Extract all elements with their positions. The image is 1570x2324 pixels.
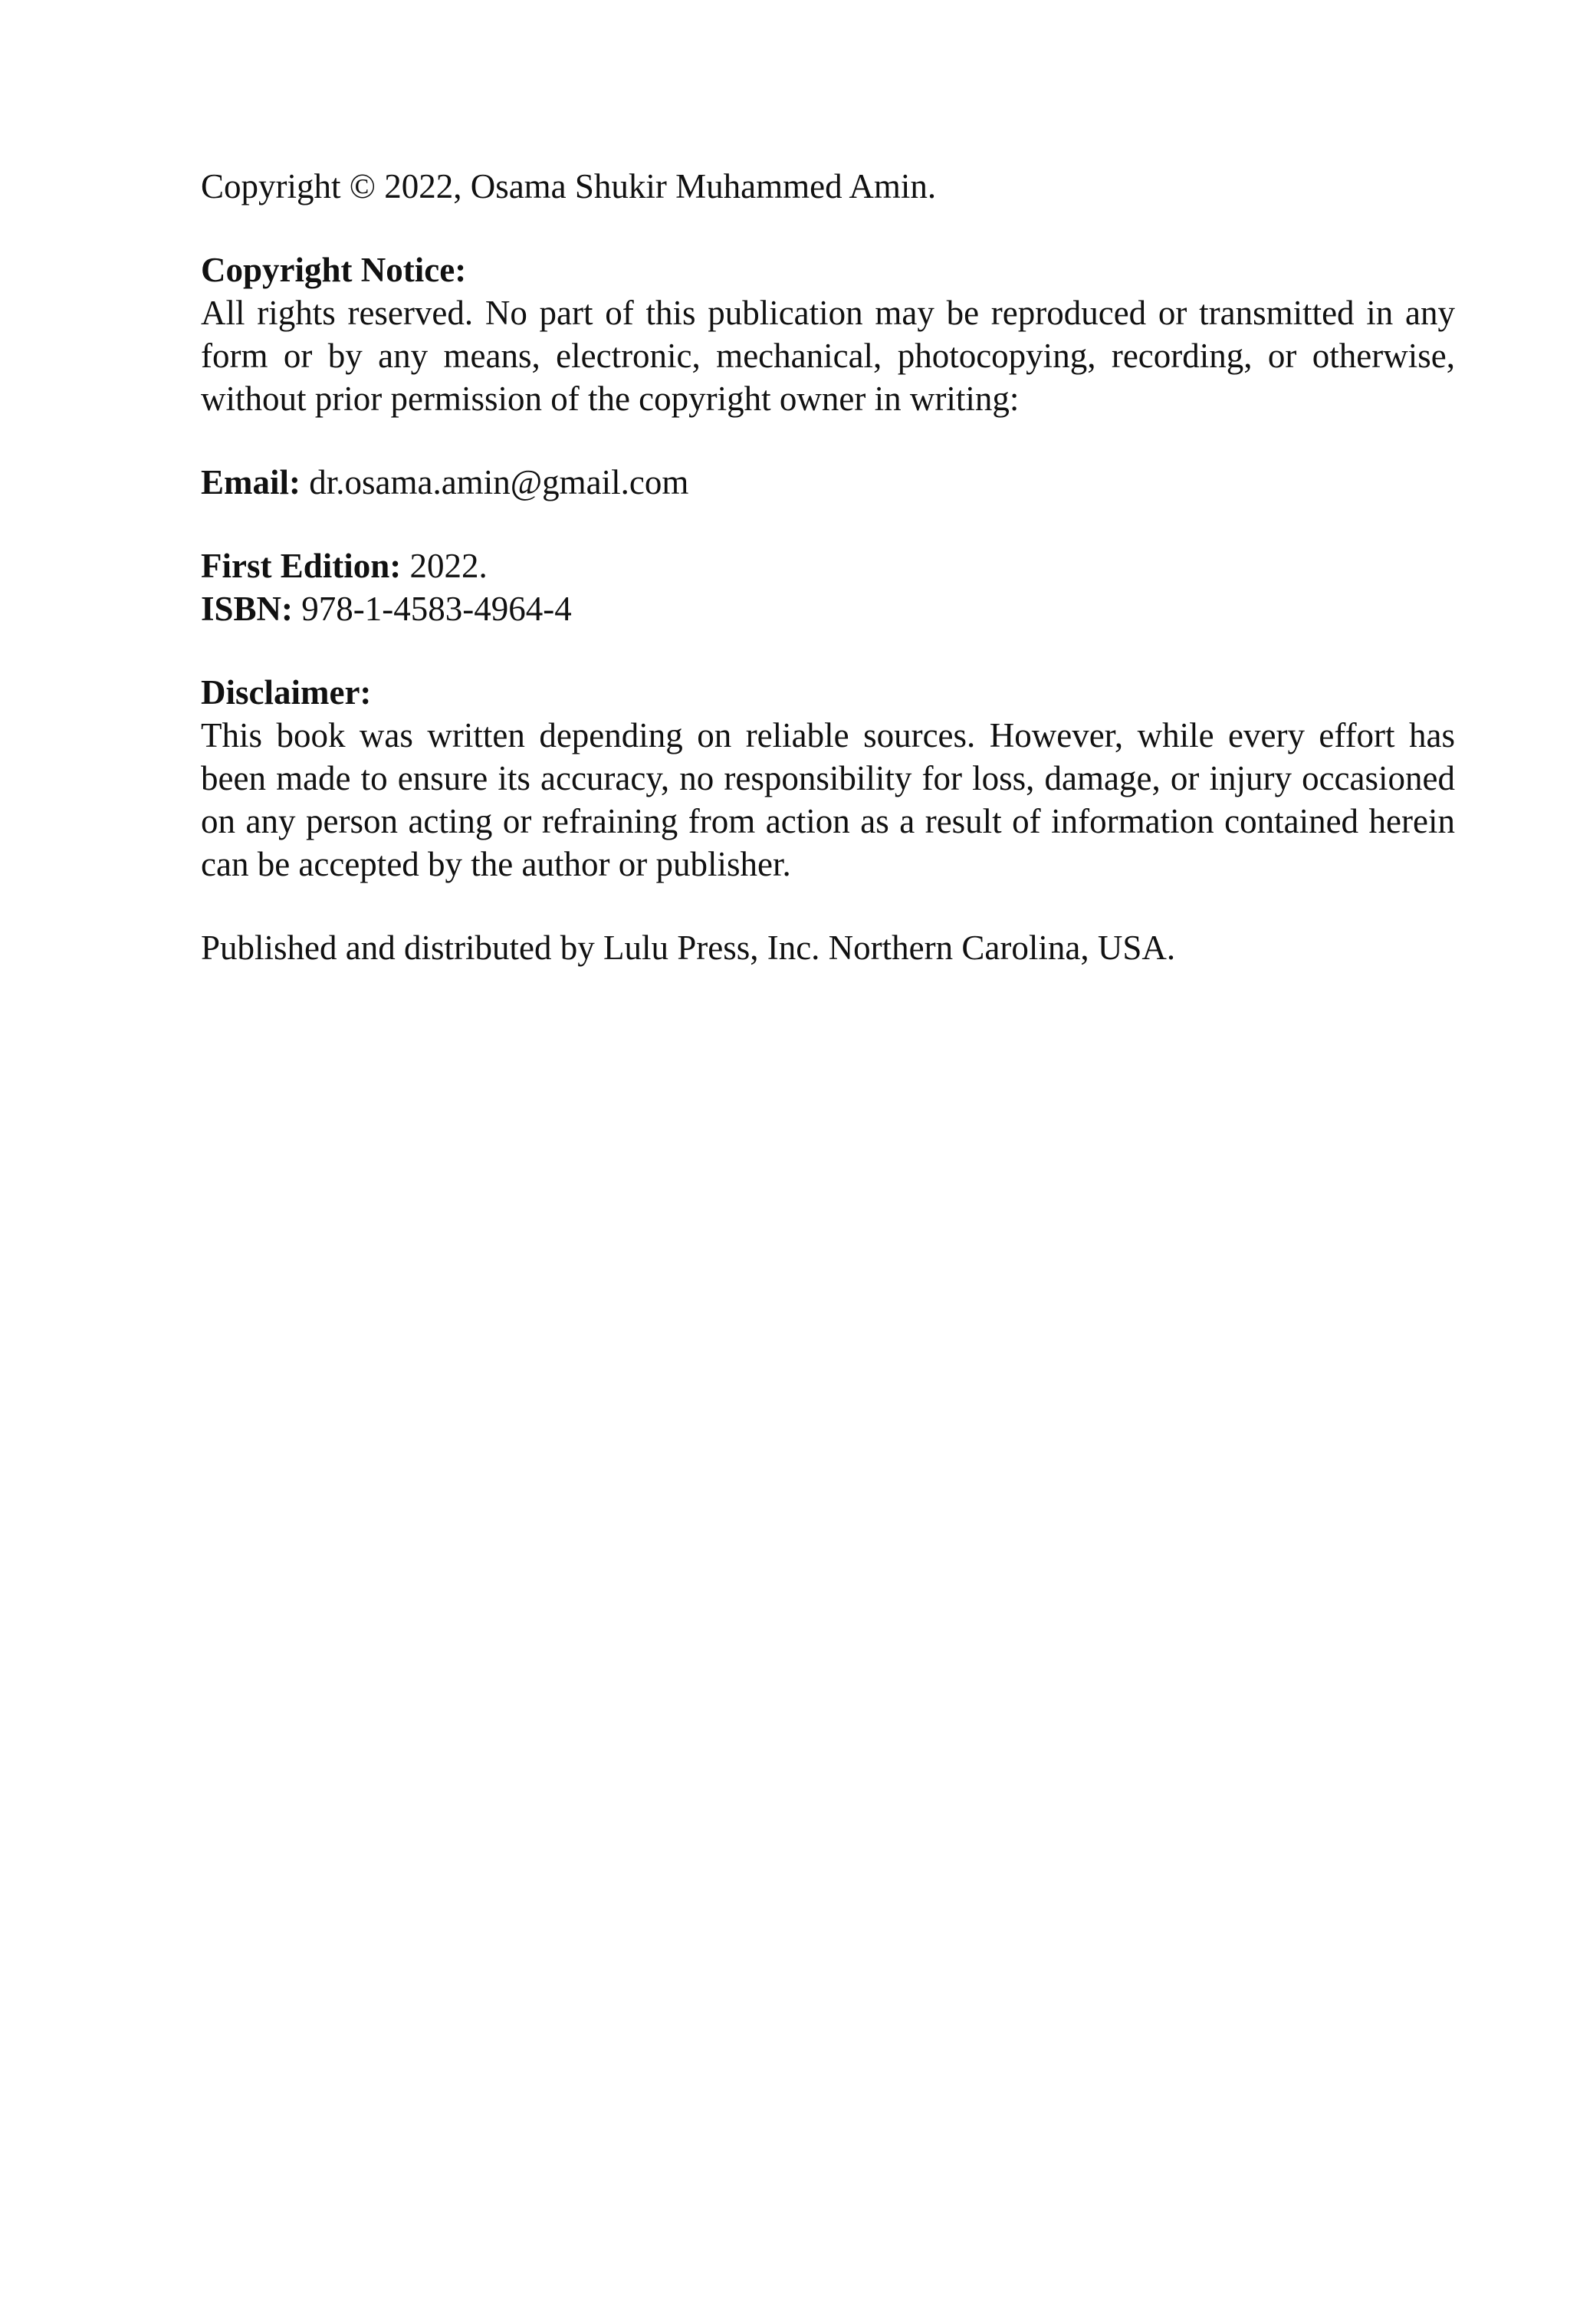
email-label: Email: (201, 463, 301, 501)
spacer (201, 504, 1455, 544)
edition-label: First Edition: (201, 547, 402, 585)
isbn-label: ISBN: (201, 590, 294, 628)
spacer (201, 886, 1455, 926)
disclaimer-body: This book was written depending on reliable sources. However, while every effort has been made to ensure its accuracy, no responsibility for loss, damage, or injury occasioned on any person acting or refraining from action as a result of information contained herein can be accepted by the author or publisher. (201, 716, 1455, 883)
edition-row (201, 544, 1455, 587)
spacer (201, 420, 1455, 461)
disclaimer-heading: Disclaimer: (201, 673, 372, 712)
email-value[interactable]: dr.osama.amin@gmail.com (309, 463, 689, 501)
copyright-notice-heading: Copyright Notice: (201, 251, 467, 289)
spacer (201, 208, 1455, 248)
spacer (201, 630, 1455, 671)
copyright-page-content (201, 165, 1455, 969)
isbn-value: 978-1-4583-4964-4 (301, 590, 572, 628)
copyright-line: Copyright © 2022, Osama Shukir Muhammed Amin. (201, 167, 937, 205)
publisher-line: Published and distributed by Lulu Press, Inc. Northern Carolina, USA. (201, 929, 1176, 967)
copyright-notice-body: All rights reserved. No part of this publication may be reproduced or transmitted in any form or by any means, electronic, mechanical, photocopying, recording, or otherwise, without prior permission of the copyright owner in writing: (201, 294, 1455, 418)
email-row (201, 461, 1455, 504)
isbn-row (201, 587, 1455, 630)
edition-value: 2022. (409, 547, 488, 585)
